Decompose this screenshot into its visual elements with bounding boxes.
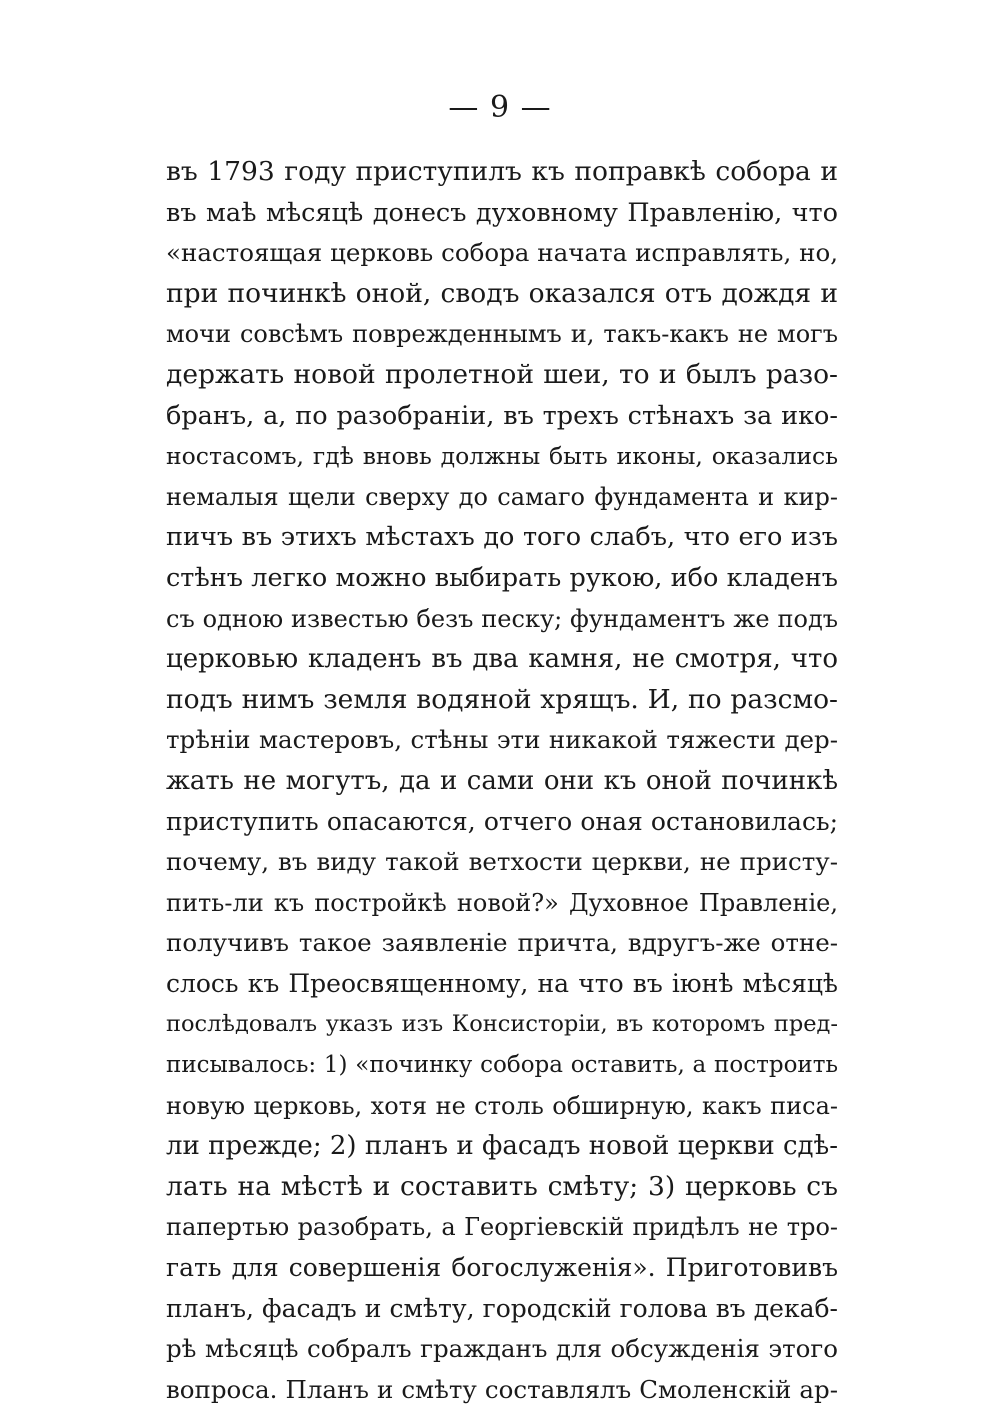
body-text [166, 152, 838, 1410]
text-line: ли прежде; 2) планъ и фасадъ новой церкви сдѣ- [166, 1131, 838, 1162]
text-line: папертью разобрать, а Георгіевскій придѣлъ не тро- [166, 1213, 838, 1242]
text-line: съ одною известью безъ песку; фундаментъ же подъ [166, 604, 838, 633]
text-line: лать на мѣстѣ и составить смѣту; 3) церковь съ [166, 1170, 838, 1202]
text-line: почему, въ виду такой ветхости церкви, не присту- [166, 847, 838, 877]
text-line: въ 1793 году приступилъ къ поправкѣ собора и [166, 156, 838, 187]
text-line: писывалось: 1) «починку собора оставить, а построить [166, 1052, 838, 1079]
text-line: пить-ли къ постройкѣ новой?» Духовное Правленіе, [166, 888, 838, 917]
text-line: немалыя щели сверху до самаго фундамента и кир- [166, 482, 838, 511]
text-line: гать для совершенія богослуженія». Приготовивъ [166, 1253, 838, 1283]
page-number: — 9 — [448, 90, 552, 125]
text-line: мочи совсѣмъ поврежденнымъ и, такъ-какъ не могъ [166, 320, 838, 349]
text-line: подъ нимъ земля водяной хрящъ. И, по разсмо- [166, 683, 838, 715]
text-line: рѣ мѣсяцѣ собралъ гражданъ для обсужденія этого [166, 1334, 838, 1364]
text-line: бранъ, а, по разобраніи, въ трехъ стѣнахъ за ико- [166, 400, 838, 431]
text-line: получивъ такое заявленіе причта, вдругъ-же отне- [166, 928, 838, 958]
text-line: послѣдовалъ указъ изъ Консисторіи, въ которомъ пред- [166, 1011, 838, 1038]
text-line: трѣніи мастеровъ, стѣны эти никакой тяжести дер- [166, 725, 838, 755]
text-line: «настоящая церковь собора начата исправлять, но, [166, 238, 838, 268]
text-line: при починкѣ оной, сводъ оказался отъ дождя и [166, 277, 838, 309]
text-line: держать новой пролетной шеи, то и былъ разо- [166, 358, 838, 390]
text-line: жать не могутъ, да и сами они къ оной починкѣ [166, 765, 838, 796]
text-line: слось къ Преосвященному, на что въ іюнѣ мѣсяцѣ [166, 968, 838, 998]
text-line: новую церковь, хотя не столь обширную, какъ писа- [166, 1091, 838, 1120]
text-line: ностасомъ, гдѣ вновь должны быть иконы, оказались [166, 442, 838, 471]
text-line: планъ, фасадъ и смѣту, городскій голова въ декаб- [166, 1293, 838, 1323]
text-line: вопроса. Планъ и смѣту составлялъ Смоленскій ар- [166, 1374, 838, 1404]
text-line: пичъ въ этихъ мѣстахъ до того слабъ, что его изъ [166, 522, 838, 553]
text-line: стѣнъ легко можно выбирать рукою, ибо кладенъ [166, 562, 838, 593]
text-line: въ маѣ мѣсяцѣ донесъ духовному Правленію, что [166, 197, 838, 228]
text-line: приступить опасаются, отчего оная остановилась; [166, 806, 838, 836]
text-line: церковью кладенъ въ два камня, не смотря, что [166, 644, 838, 675]
